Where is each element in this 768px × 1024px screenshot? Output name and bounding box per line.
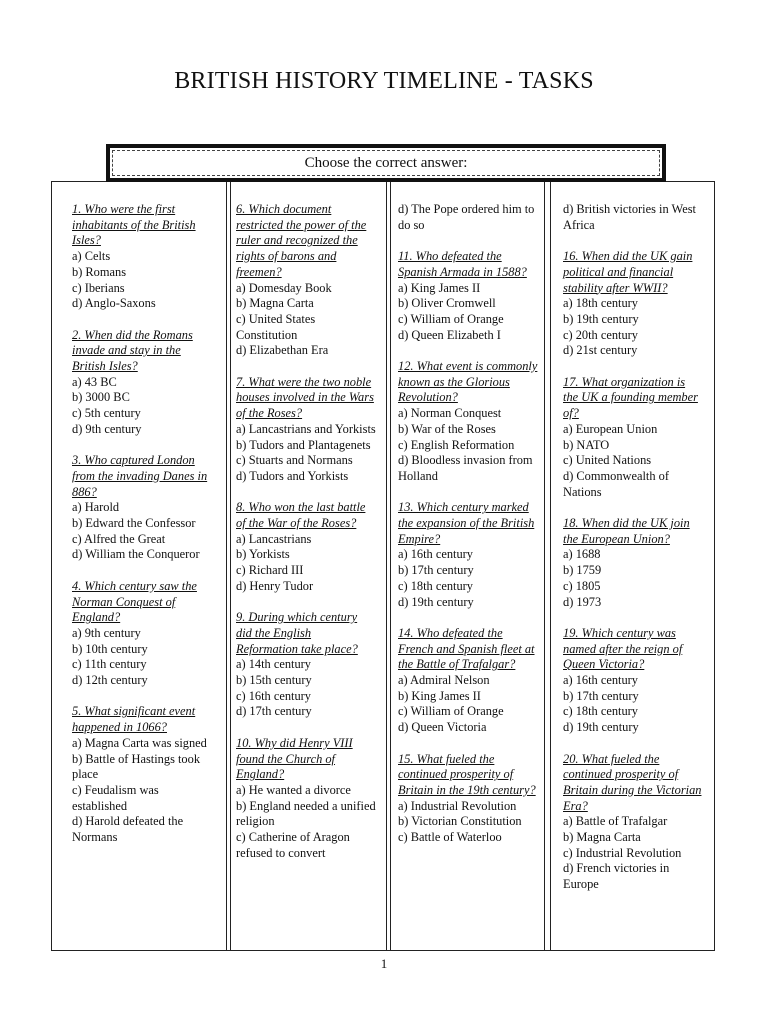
answer-option: d) Anglo-Saxons bbox=[72, 296, 156, 311]
question-item bbox=[72, 202, 212, 312]
answer-option: c) Richard III bbox=[236, 563, 304, 578]
answer-option: b) War of the Roses bbox=[398, 421, 496, 436]
question-text: 12. What event is commonly known as the Glorious Revolution? bbox=[398, 359, 538, 405]
question-item bbox=[398, 249, 538, 343]
question-text: 16. When did the UK gain political and financial stability after WWII? bbox=[563, 249, 693, 295]
answer-option: d) Commonwealth of Nations bbox=[563, 468, 669, 499]
answer-option: b) Yorkists bbox=[236, 547, 290, 562]
question-text: 20. What fueled the continued prosperity of Britain during the Victorian Era? bbox=[563, 751, 702, 813]
answer-option: d) Queen Elizabeth I bbox=[398, 327, 501, 342]
question-text: 9. During which century did the English Reformation take place? bbox=[236, 610, 358, 656]
answer-option: a) Magna Carta was signed bbox=[72, 735, 207, 750]
answer-option: d) 19th century bbox=[563, 720, 639, 735]
question-item bbox=[563, 249, 703, 359]
answer-option: a) 9th century bbox=[72, 625, 141, 640]
question-text: 13. Which century marked the expansion of the British Empire? bbox=[398, 500, 535, 546]
question-text: 1. Who were the first inhabitants of the British Isles? bbox=[72, 202, 196, 248]
answer-option: b) Edward the Confessor bbox=[72, 516, 196, 531]
question-item bbox=[563, 202, 703, 233]
answer-option: b) Victorian Constitution bbox=[398, 814, 522, 829]
answer-option: a) Celts bbox=[72, 249, 111, 264]
answer-option: d) 21st century bbox=[563, 343, 638, 358]
question-column-1 bbox=[72, 202, 212, 861]
question-text: 18. When did the UK join the European Union? bbox=[563, 516, 690, 546]
answer-option: c) 5th century bbox=[72, 406, 141, 421]
column-divider bbox=[386, 182, 387, 950]
answer-option: d) Queen Victoria bbox=[398, 720, 487, 735]
question-item bbox=[398, 359, 538, 485]
question-item bbox=[563, 516, 703, 610]
question-item bbox=[236, 375, 376, 485]
answer-option: c) William of Orange bbox=[398, 311, 504, 326]
question-text: 4. Which century saw the Norman Conquest of England? bbox=[72, 578, 197, 625]
answer-option: a) Lancastrians bbox=[236, 531, 312, 546]
question-item bbox=[72, 704, 212, 845]
question-table bbox=[51, 181, 715, 951]
answer-option: a) Lancastrians and Yorkists bbox=[236, 421, 376, 436]
answer-option: c) Stuarts and Normans bbox=[236, 453, 353, 468]
question-text: 19. Which century was named after the reign of Queen Victoria? bbox=[563, 625, 683, 672]
answer-option: d) The Pope ordered him to do so bbox=[398, 202, 535, 232]
answer-option: c) 16th century bbox=[236, 688, 312, 703]
answer-option: a) He wanted a divorce bbox=[236, 782, 351, 797]
answer-option: d) 17th century bbox=[236, 704, 312, 719]
answer-option: d) British victories in West Africa bbox=[563, 202, 696, 232]
answer-option: a) 14th century bbox=[236, 657, 312, 672]
answer-option: b) 1759 bbox=[563, 563, 602, 578]
answer-option: c) Battle of Waterloo bbox=[398, 830, 502, 845]
question-text: 14. Who defeated the French and Spanish fleet at the Battle of Trafalgar? bbox=[398, 625, 535, 672]
answer-option: a) European Union bbox=[563, 421, 658, 436]
answer-option: b) 10th century bbox=[72, 641, 148, 656]
question-text: 6. Which document restricted the power of the ruler and recognized the rights of barons and freemen? bbox=[236, 202, 367, 279]
page-title: BRITISH HISTORY TIMELINE - TASKS bbox=[174, 68, 594, 94]
question-item bbox=[398, 500, 538, 610]
answer-option: c) 18th century bbox=[563, 704, 639, 719]
answer-option: a) 16th century bbox=[398, 547, 474, 562]
answer-option: c) English Reformation bbox=[398, 437, 515, 452]
answer-option: c) Iberians bbox=[72, 280, 125, 295]
answer-option: d) Henry Tudor bbox=[236, 578, 314, 593]
question-item bbox=[398, 752, 538, 846]
answer-option: a) 43 BC bbox=[72, 374, 117, 389]
question-item bbox=[398, 626, 538, 736]
question-item bbox=[72, 328, 212, 438]
answer-option: c) Alfred the Great bbox=[72, 531, 166, 546]
answer-option: d) William the Conqueror bbox=[72, 547, 200, 562]
question-text: 3. Who captured London from the invading Danes in 886? bbox=[72, 453, 208, 499]
question-item bbox=[563, 626, 703, 736]
answer-option: c) 1805 bbox=[563, 578, 601, 593]
question-column-2 bbox=[236, 202, 376, 877]
answer-option: a) King James II bbox=[398, 280, 481, 295]
question-text: 7. What were the two noble houses involved in the Wars of the Roses? bbox=[236, 374, 374, 421]
answer-option: d) Tudors and Yorkists bbox=[236, 468, 349, 483]
question-item bbox=[398, 202, 538, 233]
question-item bbox=[72, 579, 212, 689]
answer-option: c) 11th century bbox=[72, 657, 147, 672]
question-column-3 bbox=[398, 202, 538, 861]
answer-option: b) Tudors and Plantagenets bbox=[236, 437, 371, 452]
column-divider bbox=[550, 182, 551, 950]
column-divider bbox=[544, 182, 545, 950]
answer-option: b) Magna Carta bbox=[236, 296, 314, 311]
question-item bbox=[236, 610, 376, 720]
question-item bbox=[563, 752, 703, 893]
answer-option: c) United States Constitution bbox=[236, 311, 316, 342]
answer-option: c) Industrial Revolution bbox=[563, 845, 682, 860]
question-item bbox=[236, 736, 376, 862]
answer-option: a) 16th century bbox=[563, 673, 639, 688]
answer-option: a) Harold bbox=[72, 500, 120, 515]
question-text: 2. When did the Romans invade and stay in the British Isles? bbox=[72, 327, 193, 374]
answer-option: b) Oliver Cromwell bbox=[398, 296, 496, 311]
column-divider bbox=[226, 182, 227, 950]
answer-option: a) 1688 bbox=[563, 547, 601, 562]
answer-option: d) 12th century bbox=[72, 673, 148, 688]
question-item bbox=[563, 375, 703, 501]
question-column-4 bbox=[563, 202, 703, 909]
answer-option: a) Norman Conquest bbox=[398, 406, 502, 421]
instruction-text: Choose the correct answer: bbox=[304, 154, 468, 171]
answer-option: b) 15th century bbox=[236, 673, 312, 688]
answer-option: d) 9th century bbox=[72, 421, 142, 436]
answer-option: c) 20th century bbox=[563, 327, 639, 342]
answer-option: c) 18th century bbox=[398, 578, 474, 593]
question-text: 10. Why did Henry VIII found the Church of England? bbox=[236, 735, 353, 782]
page-number: 1 bbox=[380, 956, 388, 971]
question-item bbox=[236, 202, 376, 359]
answer-option: d) Elizabethan Era bbox=[236, 343, 329, 358]
question-item bbox=[72, 453, 212, 563]
column-divider bbox=[230, 182, 231, 950]
answer-option: d) Bloodless invasion from Holland bbox=[398, 453, 533, 483]
column-divider bbox=[390, 182, 391, 950]
answer-option: c) William of Orange bbox=[398, 704, 504, 719]
question-text: 17. What organization is the UK a founding member of? bbox=[563, 374, 698, 421]
answer-option: a) Admiral Nelson bbox=[398, 673, 490, 688]
question-text: 5. What significant event happened in 1066? bbox=[72, 704, 196, 735]
answer-option: d) 1973 bbox=[563, 594, 602, 609]
answer-option: b) England needed a unified religion bbox=[236, 798, 376, 829]
answer-option: b) NATO bbox=[563, 437, 610, 452]
instruction-box bbox=[106, 144, 666, 182]
question-text: 15. What fueled the continued prosperity of Britain in the 19th century? bbox=[398, 751, 536, 797]
answer-option: b) Battle of Hastings took place bbox=[72, 751, 201, 782]
answer-option: c) United Nations bbox=[563, 453, 652, 468]
question-text: 8. Who won the last battle of the War of the Roses? bbox=[236, 500, 366, 531]
answer-option: a) Industrial Revolution bbox=[398, 798, 517, 813]
answer-option: d) Harold defeated the Normans bbox=[72, 814, 184, 845]
answer-option: a) Domesday Book bbox=[236, 280, 332, 295]
answer-option: b) 3000 BC bbox=[72, 390, 130, 405]
answer-option: b) Romans bbox=[72, 264, 127, 279]
question-item bbox=[236, 500, 376, 594]
question-text: 11. Who defeated the Spanish Armada in 1588? bbox=[398, 249, 527, 279]
answer-option: a) 18th century bbox=[563, 296, 639, 311]
answer-option: b) King James II bbox=[398, 688, 481, 703]
answer-option: a) Battle of Trafalgar bbox=[563, 814, 668, 829]
answer-option: b) 19th century bbox=[563, 311, 639, 326]
answer-option: b) Magna Carta bbox=[563, 830, 641, 845]
answer-option: b) 17th century bbox=[398, 563, 474, 578]
answer-option: c) Feudalism was established bbox=[72, 782, 159, 813]
answer-option: d) 19th century bbox=[398, 594, 474, 609]
answer-option: d) French victories in Europe bbox=[563, 861, 670, 892]
answer-option: b) 17th century bbox=[563, 688, 639, 703]
answer-option: c) Catherine of Aragon refused to convert bbox=[236, 830, 350, 860]
